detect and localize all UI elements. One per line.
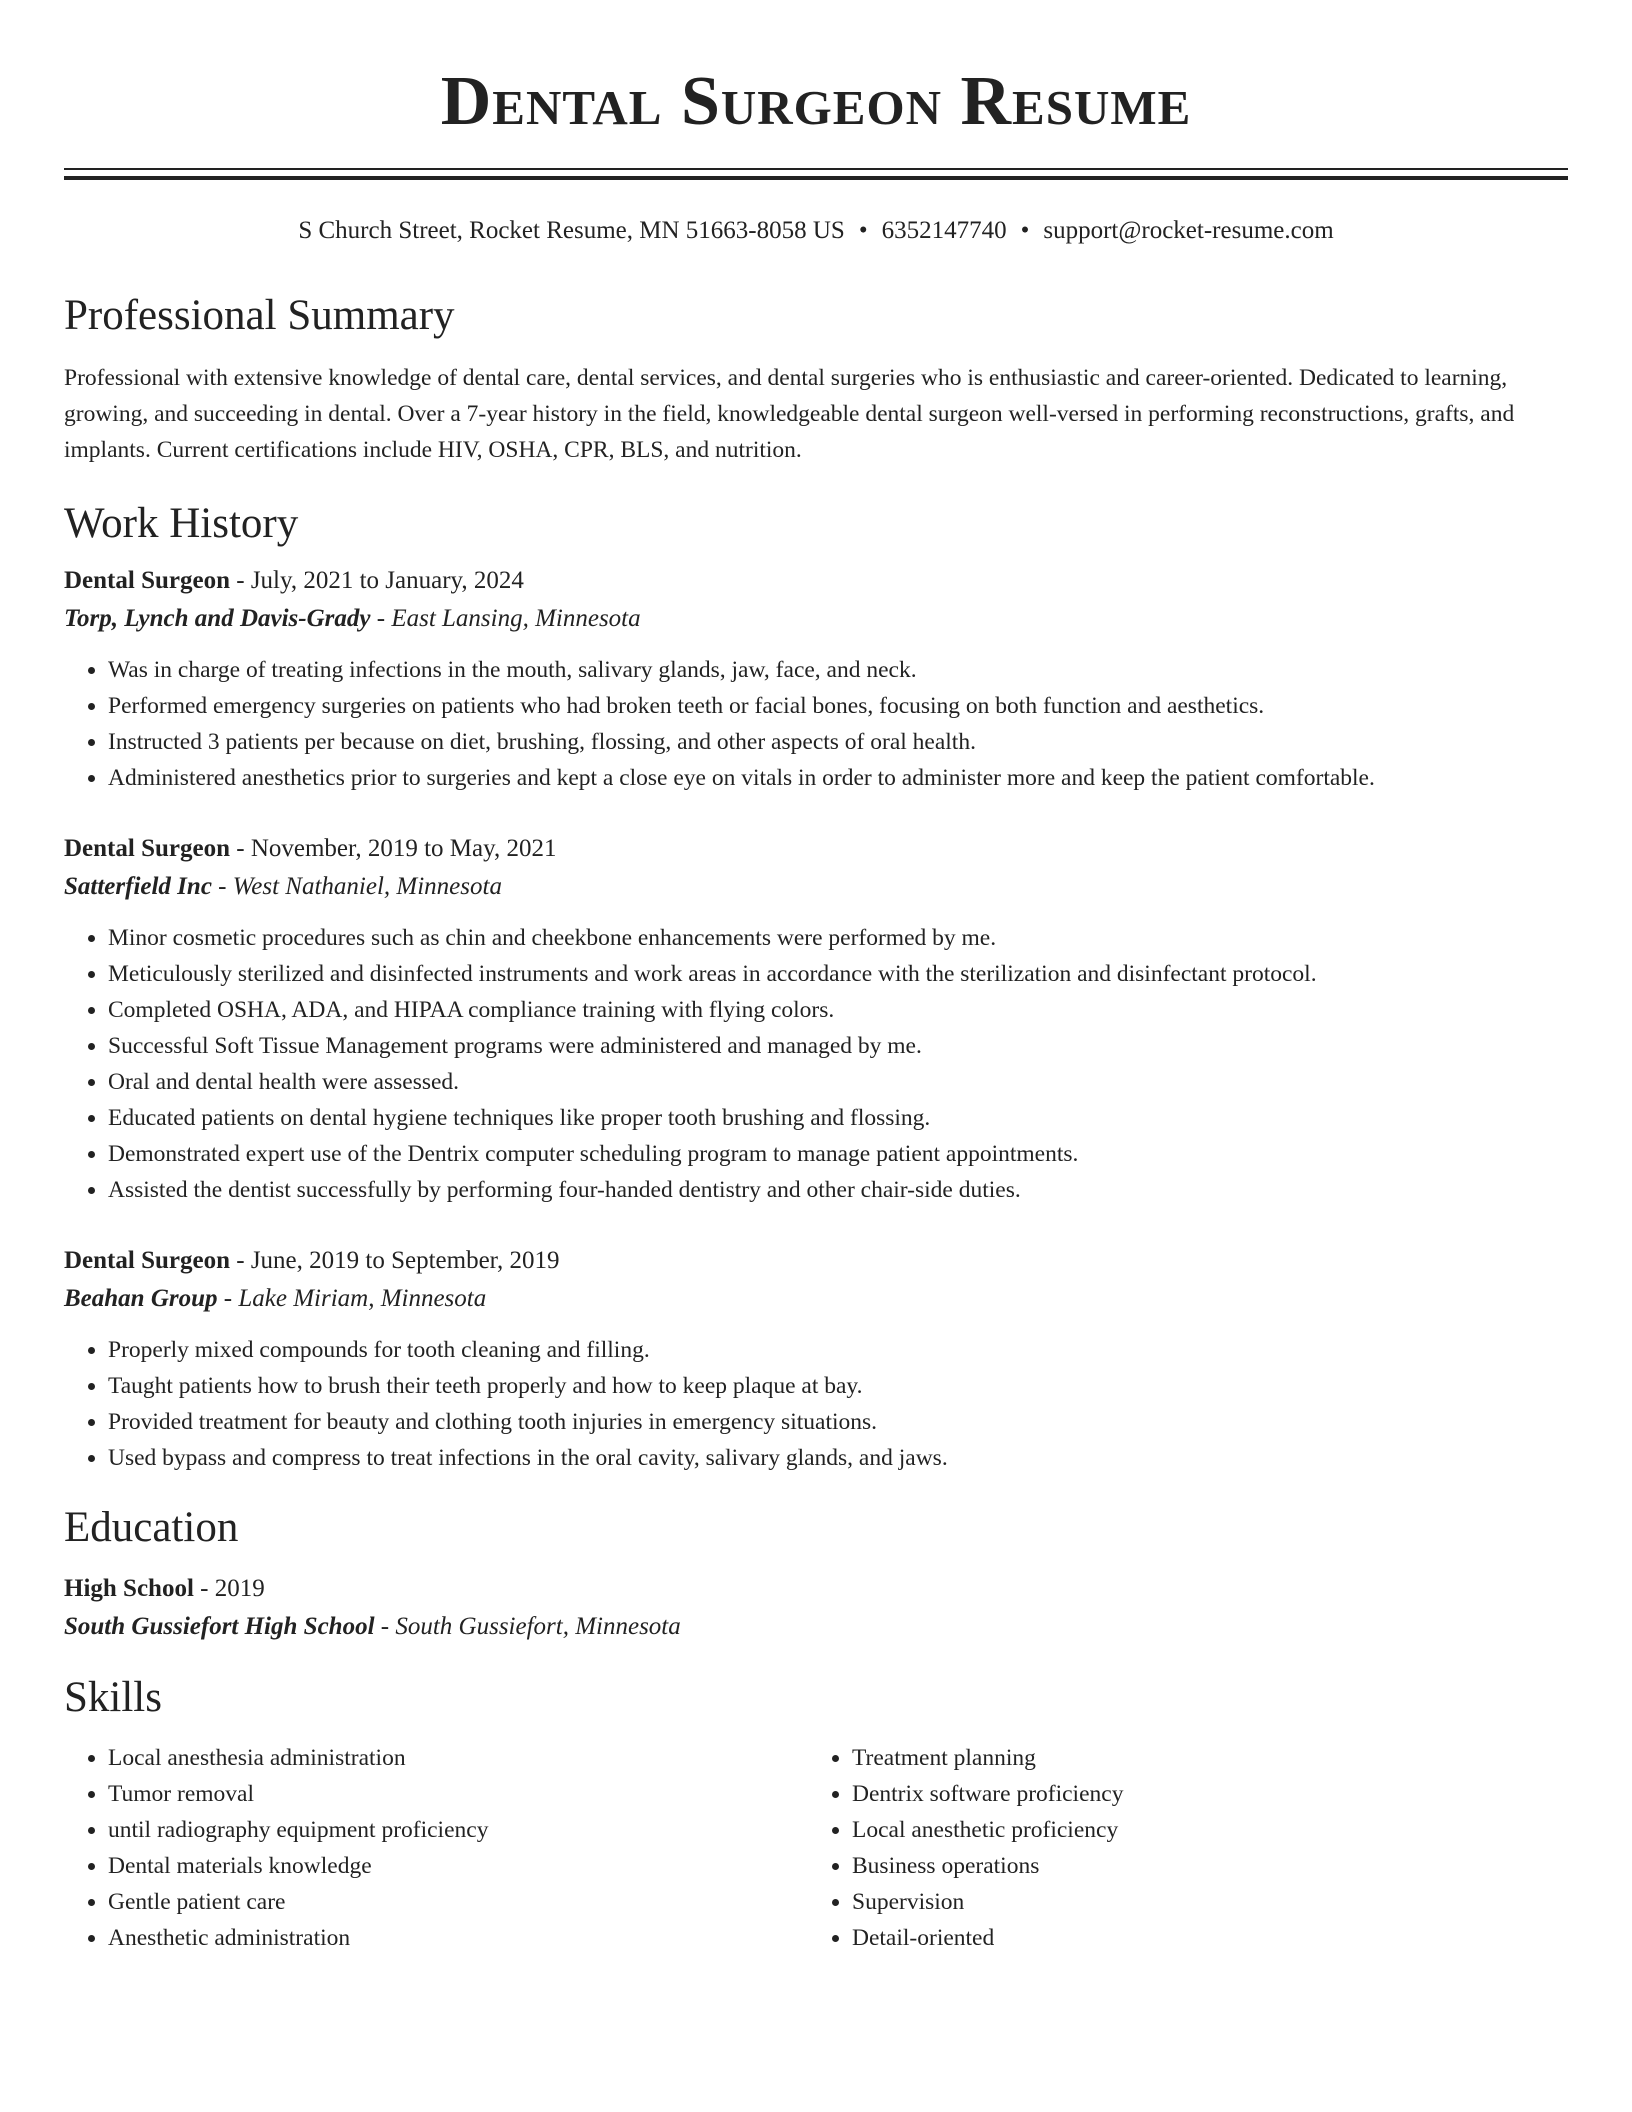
title-divider-thin <box>64 168 1568 170</box>
skill-item: • Dentrix software proficiency <box>852 1776 1552 1812</box>
job-title-line <box>64 562 1568 600</box>
job-dates: July, 2021 to January, 2024 <box>250 567 524 594</box>
job-dash: - <box>229 567 251 594</box>
job-duty: • Properly mixed compounds for tooth cleaning and filling. <box>108 1332 1568 1368</box>
job-company-line <box>64 868 1568 906</box>
job-duty: • Successful Soft Tissue Management programs were administered and managed by me. <box>108 1028 1568 1064</box>
job-location: West Nathaniel, Minnesota <box>232 873 502 900</box>
skill-item: • Local anesthetic proficiency <box>852 1812 1552 1848</box>
job-entry <box>64 830 1568 1208</box>
contact-address: S Church Street, Rocket Resume, MN 51663-8058 US <box>298 217 845 244</box>
job-role: Dental Surgeon <box>64 835 230 862</box>
work-history-heading: Work History <box>64 500 299 547</box>
job-duty: • Assisted the dentist successfully by performing four-handed dentistry and other chair-side duties. <box>108 1172 1568 1208</box>
contact-line <box>64 214 1568 248</box>
skill-item: • Anesthetic administration <box>108 1920 808 1956</box>
contact-separator: • <box>858 217 868 244</box>
contact-separator: • <box>1020 217 1030 244</box>
job-location: Lake Miriam, Minnesota <box>238 1285 487 1312</box>
job-company: Satterfield Inc <box>64 873 212 900</box>
skill-item: • Detail-oriented <box>852 1920 1552 1956</box>
job-duty: • Minor cosmetic procedures such as chin and cheekbone enhancements were performed by me. <box>108 920 1568 956</box>
job-company-line <box>64 600 1568 638</box>
skills-grid <box>64 1740 1568 1956</box>
skill-item: • Gentle patient care <box>108 1884 808 1920</box>
skills-list-left <box>64 1740 808 1956</box>
job-duty: • Was in charge of treating infections in the mouth, salivary glands, jaw, face, and neck. <box>108 652 1568 688</box>
job-duties-list <box>64 652 1568 796</box>
contact-email: support@rocket-resume.com <box>1043 217 1334 244</box>
education-degree-line <box>64 1570 1568 1608</box>
education-entry <box>64 1570 1568 1646</box>
contact-phone: 6352147740 <box>881 217 1007 244</box>
skills-list-right <box>808 1740 1552 1956</box>
job-title-line <box>64 1242 1568 1280</box>
summary-heading: Professional Summary <box>64 292 455 339</box>
resume-title: Dental Surgeon Resume <box>440 63 1192 140</box>
skill-item: • Treatment planning <box>852 1740 1552 1776</box>
job-title-line <box>64 830 1568 868</box>
job-duties-list <box>64 920 1568 1208</box>
job-dates: June, 2019 to September, 2019 <box>250 1247 560 1274</box>
job-duties-list <box>64 1332 1568 1476</box>
job-duty: • Provided treatment for beauty and clothing tooth injuries in emergency situations. <box>108 1404 1568 1440</box>
job-duty: • Completed OSHA, ADA, and HIPAA compliance training with flying colors. <box>108 992 1568 1028</box>
job-duty: • Meticulously sterilized and disinfected instruments and work areas in accordance with the sterilization and disinfectant protocol. <box>108 956 1568 992</box>
education-year: 2019 <box>214 1575 265 1602</box>
education-dash: - <box>193 1575 215 1602</box>
job-dash: - <box>370 605 392 632</box>
education-location: South Gussiefort, Minnesota <box>395 1613 681 1640</box>
job-dates: November, 2019 to May, 2021 <box>250 835 557 862</box>
job-dash: - <box>217 1285 239 1312</box>
job-duty: • Demonstrated expert use of the Dentrix computer scheduling program to manage patient appointments. <box>108 1136 1568 1172</box>
education-degree: High School <box>64 1575 194 1602</box>
job-company: Torp, Lynch and Davis-Grady <box>64 605 371 632</box>
job-role: Dental Surgeon <box>64 1247 230 1274</box>
skill-item: • Local anesthesia administration <box>108 1740 808 1776</box>
job-duty: • Taught patients how to brush their teeth properly and how to keep plaque at bay. <box>108 1368 1568 1404</box>
job-dash: - <box>229 1247 251 1274</box>
job-dash: - <box>211 873 233 900</box>
job-company-line <box>64 1280 1568 1318</box>
job-role: Dental Surgeon <box>64 567 230 594</box>
skill-item: • Supervision <box>852 1884 1552 1920</box>
job-duty: • Used bypass and compress to treat infections in the oral cavity, salivary glands, and jaws. <box>108 1440 1568 1476</box>
job-entry <box>64 1242 1568 1476</box>
job-duty: • Instructed 3 patients per because on diet, brushing, flossing, and other aspects of oral health. <box>108 724 1568 760</box>
education-dash: - <box>374 1613 396 1640</box>
job-dash: - <box>229 835 251 862</box>
job-entry <box>64 562 1568 796</box>
skills-heading: Skills <box>64 1674 162 1721</box>
job-company: Beahan Group <box>64 1285 218 1312</box>
job-duty: • Performed emergency surgeries on patients who had broken teeth or facial bones, focusing on both function and aesthetics. <box>108 688 1568 724</box>
skill-item: • Dental materials knowledge <box>108 1848 808 1884</box>
job-location: East Lansing, Minnesota <box>391 605 641 632</box>
title-divider-thick <box>64 176 1568 180</box>
skill-item: • Business operations <box>852 1848 1552 1884</box>
job-duty: • Oral and dental health were assessed. <box>108 1064 1568 1100</box>
education-school: South Gussiefort High School <box>64 1613 375 1640</box>
education-school-line <box>64 1608 1568 1646</box>
job-duty: • Administered anesthetics prior to surgeries and kept a close eye on vitals in order to administer more and keep the patient comfortable. <box>108 760 1568 796</box>
education-heading: Education <box>64 1504 239 1551</box>
job-duty: • Educated patients on dental hygiene techniques like proper tooth brushing and flossing. <box>108 1100 1568 1136</box>
skill-item: • Tumor removal <box>108 1776 808 1812</box>
summary-text: Professional with extensive knowledge of dental care, dental services, and dental surgeries who is enthusiastic and career-oriented. Dedicated to learning, growing, and succeeding in dental. Over a 7-year history in the field, knowledgeable dental surgeon well-versed in performing reconstructions, grafts, and implants. Current certifications include HIV, OSHA, CPR, BLS, and nutrition. <box>64 365 1515 463</box>
skill-item: • until radiography equipment proficiency <box>108 1812 808 1848</box>
